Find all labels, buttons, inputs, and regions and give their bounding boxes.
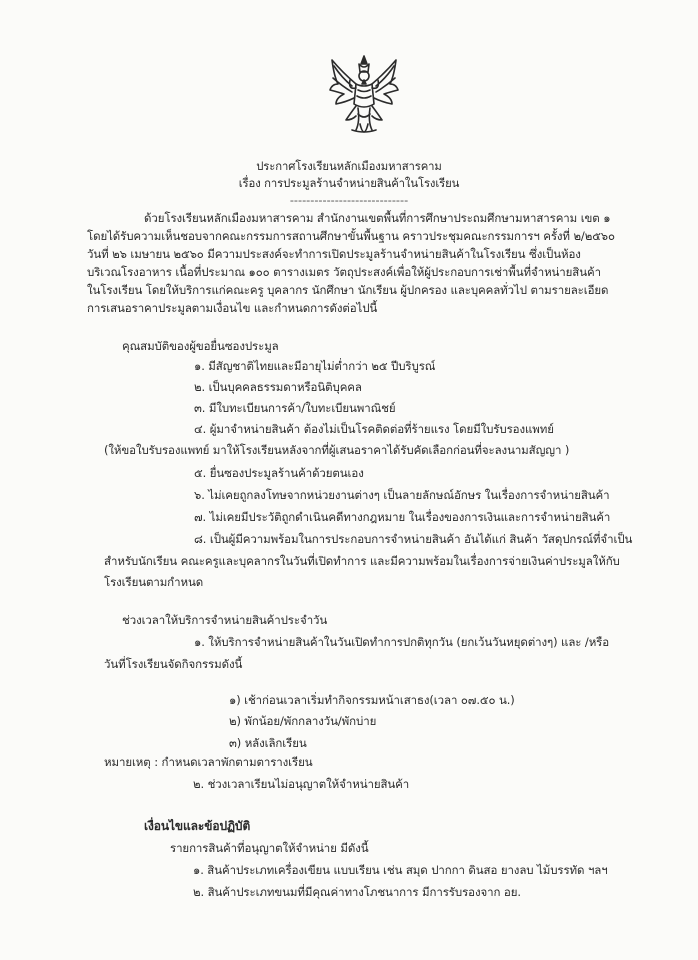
service-hours-item: ๒. ช่วงเวลาเรียนไม่อนุญาตให้จำหน่ายสินค้า <box>193 777 410 791</box>
qualification-item-cont: สำหรับนักเรียน คณะครูและบุคลากรในวันที่เปิดทำการ และมีความพร้อมในเรื่องการจ่ายเงินค่าประมูลให้กับ <box>104 554 620 568</box>
intro-line: บริเวณโรงอาหาร เนื้อที่ประมาณ ๑๐๐ ตารางเมตร วัตถุประสงค์เพื่อให้ผู้ประกอบการเช่าพื้นที่จำหน่ายสินค้า <box>87 265 601 279</box>
service-hours-sub: ๑) เช้าก่อนเวลาเริ่มทำกิจกรรมหน้าเสาธง(เวลา ๐๗.๕๐ น.) <box>229 693 515 707</box>
header-separator: ----------------------------- <box>289 193 409 207</box>
intro-line: ในโรงเรียน โดยให้บริการแก่คณะครู บุคลากร นักศึกษา นักเรียน ผู้ปกครอง และบุคคลทั่วไป ตามรายละเอียด <box>87 283 609 297</box>
announcement-subject: เรื่อง การประมูลร้านจำหน่ายสินค้าในโรงเรียน <box>238 176 460 190</box>
service-hours-sub: ๓) หลังเลิกเรียน <box>229 736 307 750</box>
conditions-intro: รายการสินค้าที่อนุญาตให้จำหน่าย มีดังนี้ <box>170 841 369 855</box>
qualification-item: ๖. ไม่เคยถูกลงโทษจากหน่วยงานต่างๆ เป็นลายลักษณ์อักษร ในเรื่องการจำหน่ายสินค้า <box>194 488 610 502</box>
garuda-emblem-icon <box>328 54 400 142</box>
announcement-org: ประกาศโรงเรียนหลักเมืองมหาสารคาม <box>256 159 442 173</box>
service-hours-sub: ๒) พักน้อย/พักกลางวัน/พักบ่าย <box>229 714 377 728</box>
intro-line: ด้วยโรงเรียนหลักเมืองมหาสารคาม สำนักงานเขตพื้นที่การศึกษาประถมศึกษามหาสารคาม เขต ๑ <box>144 211 611 225</box>
conditions-heading: เงื่อนไขและข้อปฏิบัติ <box>144 819 251 833</box>
qualification-item: ๔. ผู้มาจำหน่ายสินค้า ต้องไม่เป็นโรคติดต่อที่ร้ายแรง โดยมีใบรับรองแพทย์ <box>194 422 554 436</box>
service-hours-heading: ช่วงเวลาให้บริการจำหน่ายสินค้าประจำวัน <box>122 613 328 627</box>
condition-item: ๒. สินค้าประเภทขนมที่มีคุณค่าทางโภชนาการ มีการรับรองจาก อย. <box>193 885 521 899</box>
service-hours-item: ๑. ให้บริการจำหน่ายสินค้าในวันเปิดทำการปกติทุกวัน (ยกเว้นวันหยุดต่างๆ) และ /หรือ <box>194 635 610 649</box>
qualification-note: (ให้ขอใบรับรองแพทย์ มาให้โรงเรียนหลังจากที่ผู้เสนอราคาได้รับคัดเลือกก่อนที่จะลงนามสัญญา ) <box>104 443 570 457</box>
qualification-item: ๘. เป็นผู้มีความพร้อมในการประกอบการจำหน่ายสินค้า อันได้แก่ สินค้า วัสดุปกรณ์ที่จำเป็น <box>194 532 633 546</box>
qualifications-heading: คุณสมบัติของผู้ขอยื่นซองประมูล <box>122 339 279 353</box>
intro-line: วันที่ ๒๖ เมษายน ๒๕๖๐ มีความประสงค์จะทำการเปิดประมูลร้านจำหน่ายสินค้าในโรงเรียน ซึ่งเป็นห้อง <box>87 247 581 261</box>
qualification-item: ๑. มีสัญชาติไทยและมีอายุไม่ต่ำกว่า ๒๕ ปีบริบูรณ์ <box>194 359 436 373</box>
intro-line: การเสนอราคาประมูลตามเงื่อนไข และกำหนดการดังต่อไปนี้ <box>87 301 378 315</box>
service-hours-note: หมายเหตุ : กำหนดเวลาพักตามตารางเรียน <box>104 755 313 769</box>
intro-line: โดยได้รับความเห็นชอบจากคณะกรรมการสถานศึกษาขั้นพื้นฐาน คราวประชุมคณะกรรมการฯ ครั้งที่ ๒/๒๕๖๐ <box>87 229 615 243</box>
qualification-item-cont: โรงเรียนตามกำหนด <box>104 575 204 589</box>
qualification-item: ๕. ยื่นซองประมูลร้านค้าด้วยตนเอง <box>194 466 364 480</box>
condition-item: ๑. สินค้าประเภทเครื่องเขียน แบบเรียน เช่น สมุด ปากกา ดินสอ ยางลบ ไม้บรรทัด ฯลฯ <box>193 863 608 877</box>
service-hours-item-cont: วันที่โรงเรียนจัดกิจกรรมดังนี้ <box>104 657 243 671</box>
qualification-item: ๓. มีใบทะเบียนการค้า/ใบทะเบียนพาณิชย์ <box>194 401 396 415</box>
qualification-item: ๒. เป็นบุคคลธรรมดาหรือนิติบุคคล <box>194 380 362 394</box>
qualification-item: ๗. ไม่เคยมีประวัติถูกดำเนินคดีทางกฎหมาย ในเรื่องของการเงินและการจำหน่ายสินค้า <box>194 510 611 524</box>
